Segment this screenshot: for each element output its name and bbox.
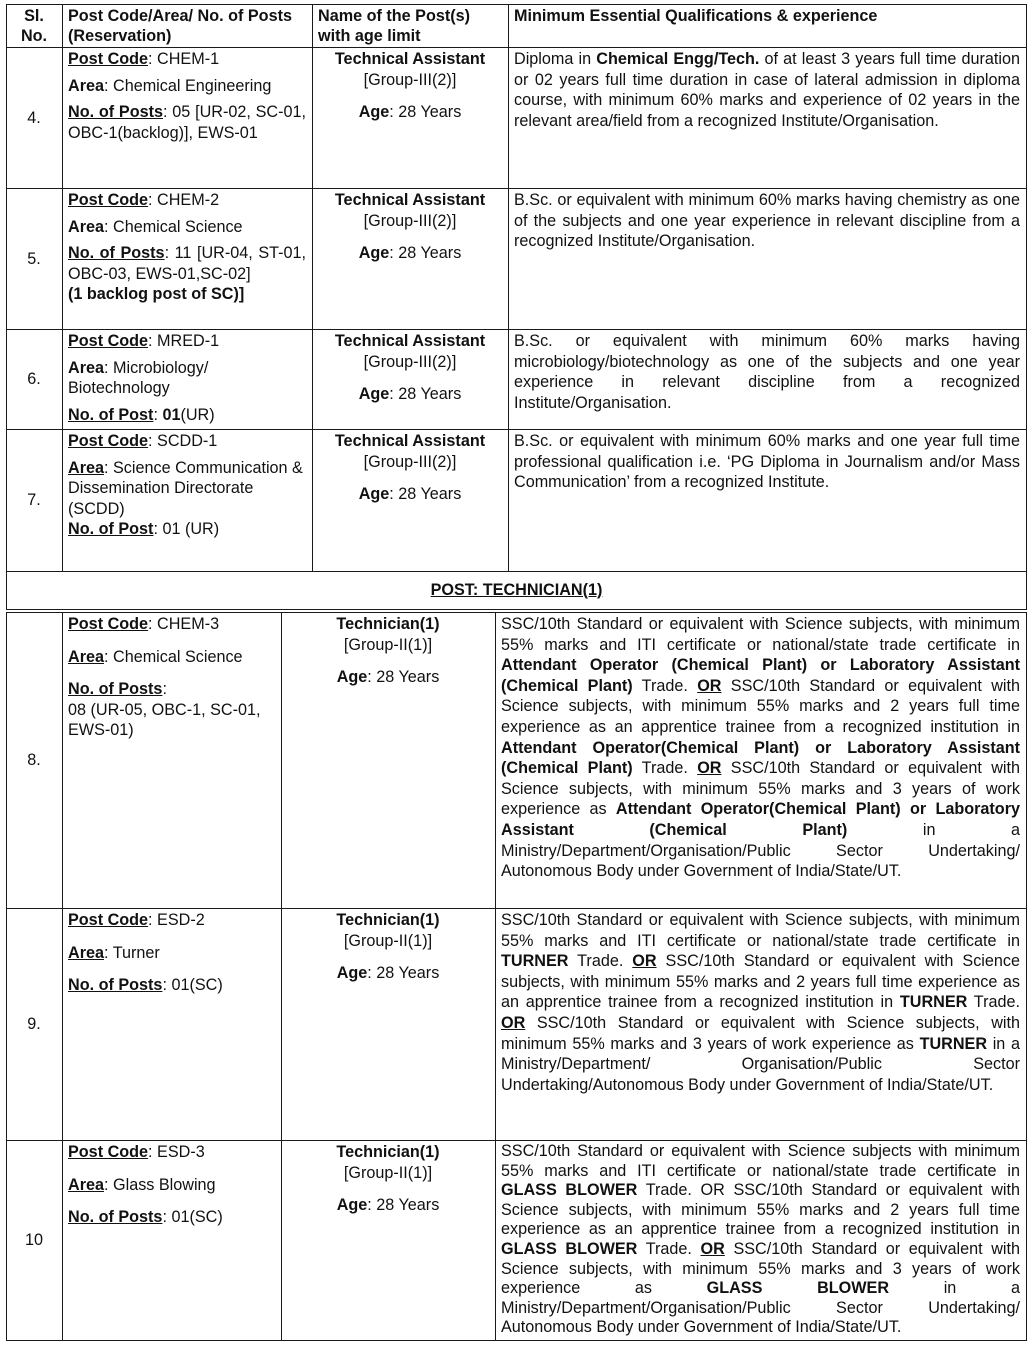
area-label: Area [68,943,104,962]
age-value: 28 Years [398,385,462,404]
post-name-cell: Technical Assistant [Group-III(2)] Age: 28 Years [313,430,509,572]
sl-no: 7. [7,430,63,572]
qualification-text: SSC/10th Standard or equivalent with Science subjects, with minimum 55% marks and 3 years of work experience as [501,1239,1020,1298]
table-row [7,189,1027,330]
post-name-cell: Technical Assistant [Group-III(2)] Age: 28 Years [313,48,509,189]
qualification-cell [496,1141,1027,1341]
qualification-text: in a Ministry/Department/Organisation/Public Sector Undertaking/ Autonomous Body under Government of India/State/UT. [501,820,1020,881]
qualification-cell [509,48,1027,189]
posts-note: (1 backlog post of SC)] [68,285,245,304]
table-row [7,909,1027,1141]
qualification-cell: B.Sc. or equivalent with minimum 60% marks and one year full time professional qualification i.e. ‘PG Diploma in Journalism and/or Mass Communication’ from a recognized Institute. [509,430,1027,572]
post-group: [Group-II(1)] [343,635,433,654]
post-group: [Group-II(1)] [343,1163,433,1182]
post-code-label: Post Code [68,1143,149,1161]
posts-label: No. of Posts [68,103,163,122]
or-label: OR [697,676,722,695]
post-name: Technical Assistant [334,50,486,68]
age-label: Age [358,485,390,504]
qualification-text: of at least 3 years full time duration or 02 years full time duration in case of lateral admission in diploma course, with minimum 60% marks and experience of 02 years in the relevant area/field from a recognized Institute/Organisation. [514,50,1020,130]
post-code-value: MRED-1 [157,332,220,350]
area-label: Area [68,358,104,377]
post-code-cell: Post Code: CHEM-3 Area: Chemical Science No. of Posts: 08 (UR-05, OBC-1, SC-01, EWS-01) [63,613,282,909]
posts-label: No. of Posts [68,1208,163,1227]
section-row [7,572,1027,610]
post-code-cell: Post Code: CHEM-2 Area: Chemical Science No. of Posts: 11 [UR-04, ST-01, OBC-03, EWS-01,SC-02] (1 backlog post of SC)] [63,189,313,330]
trade-name: GLASS BLOWER [501,1181,638,1200]
table-row [7,48,1027,189]
qualification-text: SSC/10th Standard or equivalent with Science subjects, with minimum 55% marks and 2 years full time experience as an apprentice trainee from a recognized institution in [501,676,1021,736]
qualification-text: Trade. [637,1239,701,1258]
post-code-cell: Post Code: CHEM-1 Area: Chemical Engineering No. of Posts: 05 [UR-02, SC-01, OBC-1(backlog)], EWS-01 [63,48,313,189]
post-name: Technician(1) [336,911,440,929]
post-code-cell: Post Code: ESD-2 Area: Turner No. of Posts: 01(SC) [63,909,282,1141]
post-group: [Group-III(2)] [363,70,457,89]
age-value: 28 Years [398,244,462,263]
qualification-text: Trade. [632,676,698,695]
header-row [7,5,1027,48]
posts-value: 05 [UR-02, SC-01, OBC-1(backlog)], EWS-01 [68,103,306,142]
area-label: Area [68,76,104,95]
sl-no: 8. [7,613,63,909]
post-name-cell: Technician(1) [Group-II(1)] Age: 28 Years [282,1141,496,1341]
post-code-value: CHEM-3 [157,615,220,633]
or-label: OR [697,759,722,778]
posts-label: No. of Posts [68,680,163,699]
posts-value: 08 (UR-05, OBC-1, SC-01, EWS-01) [68,700,261,740]
sl-no: 9. [7,909,63,1141]
post-group: [Group-III(2)] [363,352,457,371]
qualification-text: Diploma in [514,50,597,68]
post-name: Technical Assistant [334,191,486,209]
posts-value: 01(SC) [171,1208,223,1227]
table-row [7,613,1027,909]
table-row [7,430,1027,572]
age-label: Age [358,244,390,263]
area-label: Area [68,458,104,477]
or-label: OR [700,1239,725,1258]
age-label: Age [358,103,390,122]
posts-suffix: (UR) [180,405,215,424]
post-group: [Group-III(2)] [363,452,457,471]
table-row [7,330,1027,430]
age-value: 28 Years [376,668,440,687]
header-post-code: Post Code/Area/ No. of Posts (Reservation) [63,5,313,48]
age-value: 28 Years [376,964,440,983]
qualification-text: SSC/10th Standard or equivalent with Science subjects, with minimum 55% marks and 2 years full time experience as an apprentice trainee from a recognized institution in [501,952,1020,1012]
posts-value: 01 (UR) [162,520,220,539]
technician-table [6,612,1027,1341]
area-value: Chemical Science [113,217,243,236]
post-code-label: Post Code [68,191,149,209]
qualification-text: SSC/10th Standard or equivalent with Science subjects with minimum 55% marks and ITI certificate or national/state trade certificate in [501,1142,1020,1180]
area-value: Turner [112,943,160,962]
posts-label: No. of Posts [68,244,165,263]
qualification-cell: B.Sc. or equivalent with minimum 60% marks having chemistry as one of the subjects and one year experience in relevant discipline from a recognized Institute/Organisation. [509,189,1027,330]
qualification-cell [496,613,1027,909]
post-code-label: Post Code [68,911,149,929]
area-value: Chemical Science [113,647,243,666]
sl-no: 6. [7,330,63,430]
post-code-value: CHEM-2 [157,191,220,209]
trade-name: Attendant Operator (Chemical Plant) or Laboratory Assistant (Chemical Plant) [501,656,1020,695]
age-value: 28 Years [398,485,462,504]
trade-name: TURNER [501,952,569,971]
post-code-value: ESD-3 [157,1143,205,1161]
sl-no: 4. [7,48,63,189]
post-name: Technical Assistant [334,332,486,350]
section-title-cell [7,572,1027,610]
age-label: Age [336,1196,368,1215]
post-code-cell: Post Code: SCDD-1 Area: Science Communication & Dissemination Directorate (SCDD) No. of Post: 01 (UR) [63,430,313,572]
post-name-cell: Technician(1) [Group-II(1)] Age: 28 Years [282,909,496,1141]
qualification-text: SSC/10th Standard or equivalent with Science subjects, with minimum 55% marks and ITI certificate or national/state trade certificate in [501,615,1020,654]
qualification-text: Trade. [568,952,633,971]
post-name-cell: Technician(1) [Group-II(1)] Age: 28 Years [282,613,496,909]
age-label: Age [336,668,368,687]
age-value: 28 Years [376,1196,440,1215]
area-label: Area [68,647,104,666]
header-name-of-post: Name of the Post(s) with age limit [313,5,509,48]
qualification-text: Trade. OR SSC/10th Standard or equivalent with Science subjects, with minimum 55% marks and 2 years full time experience as an apprentice trainee from a recognized institution in [501,1181,1020,1239]
post-name: Technical Assistant [334,432,486,450]
area-value: Chemical Engineering [113,76,272,95]
post-name: Technician(1) [336,615,440,633]
trade-name: Attendant Operator(Chemical Plant) or Laboratory Assistant (Chemical Plant) [501,738,1020,778]
qualification-text: in a Ministry/Department/Organisation/Public Sector Undertaking/ Autonomous Body under Government of India/State/UT. [501,1279,1020,1337]
qualification-text: in a Ministry/Department/ Organisation/Public Sector Undertaking/Autonomous Body under Government of India/State/UT. [501,1034,1020,1094]
post-code-value: CHEM-1 [157,50,220,68]
qualification-text: SSC/10th Standard or equivalent with Science subjects, with minimum 55% marks and 3 years of work experience as [501,759,1021,819]
posts-value: 11 [UR-04, ST-01, OBC-03, EWS-01,SC-02] [68,244,306,283]
trade-name: GLASS BLOWER [501,1239,638,1258]
qualification-cell: B.Sc. or equivalent with minimum 60% marks having microbiology/biotechnology as one of the subjects and one year experience in relevant discipline from a recognized Institute/Organisation. [509,330,1027,430]
area-value: Science Communication & Dissemination Directorate (SCDD) [68,458,303,518]
post-name-cell: Technical Assistant [Group-III(2)] Age: 28 Years [313,330,509,430]
post-group: [Group-II(1)] [343,931,433,950]
post-name: Technician(1) [336,1143,440,1161]
qualification-text: Trade. [632,759,698,778]
post-code-label: Post Code [68,50,149,68]
posts-value: 01 [162,405,181,424]
qualification-text: Trade. [967,993,1020,1012]
or-label: OR [501,1013,526,1032]
section-title: POST: TECHNICIAN(1) [430,580,603,599]
area-value: Glass Blowing [113,1175,216,1194]
posts-value: 01(SC) [171,976,223,995]
posts-label: No. of Post [68,520,154,539]
qualification-cell [496,909,1027,1141]
post-code-label: Post Code [68,332,149,350]
area-label: Area [68,1175,104,1194]
or-label: OR [632,952,657,971]
header-sl-no: Sl. No. [7,5,63,48]
qualification-emphasis: Chemical Engg/Tech. [596,50,760,68]
age-label: Age [336,964,368,983]
age-value: 28 Years [398,103,462,122]
trade-name: GLASS BLOWER [706,1279,890,1298]
sl-no: 5. [7,189,63,330]
post-code-value: ESD-2 [157,911,205,929]
post-code-label: Post Code [68,615,149,633]
technical-assistant-table [6,4,1027,610]
post-name-cell: Technical Assistant [Group-III(2)] Age: 28 Years [313,189,509,330]
trade-name: TURNER [899,993,968,1012]
age-label: Age [358,385,390,404]
header-qualification: Minimum Essential Qualifications & experience [509,5,1027,48]
post-code-cell: Post Code: MRED-1 Area: Microbiology/ Biotechnology No. of Post: 01(UR) [63,330,313,430]
area-value: Microbiology/ Biotechnology [68,358,209,398]
post-code-cell: Post Code: ESD-3 Area: Glass Blowing No. of Posts: 01(SC) [63,1141,282,1341]
post-group: [Group-III(2)] [363,211,457,230]
trade-name: Attendant Operator(Chemical Plant) or Laboratory Assistant (Chemical Plant) [501,800,1020,839]
posts-label: No. of Posts [68,976,163,995]
trade-name: TURNER [919,1034,988,1053]
post-code-value: SCDD-1 [157,432,218,450]
table-row [7,1141,1027,1341]
sl-no: 10 [7,1141,63,1341]
posts-label: No. of Post [68,405,154,424]
post-code-label: Post Code [68,432,149,450]
qualification-text: SSC/10th Standard or equivalent with Science subjects, with minimum 55% marks and 3 years of work experience as [501,1013,1020,1053]
qualification-text: SSC/10th Standard or equivalent with Science subjects, with minimum 55% marks and ITI certificate or national/state trade certificate in [501,911,1020,950]
area-label: Area [68,217,104,236]
